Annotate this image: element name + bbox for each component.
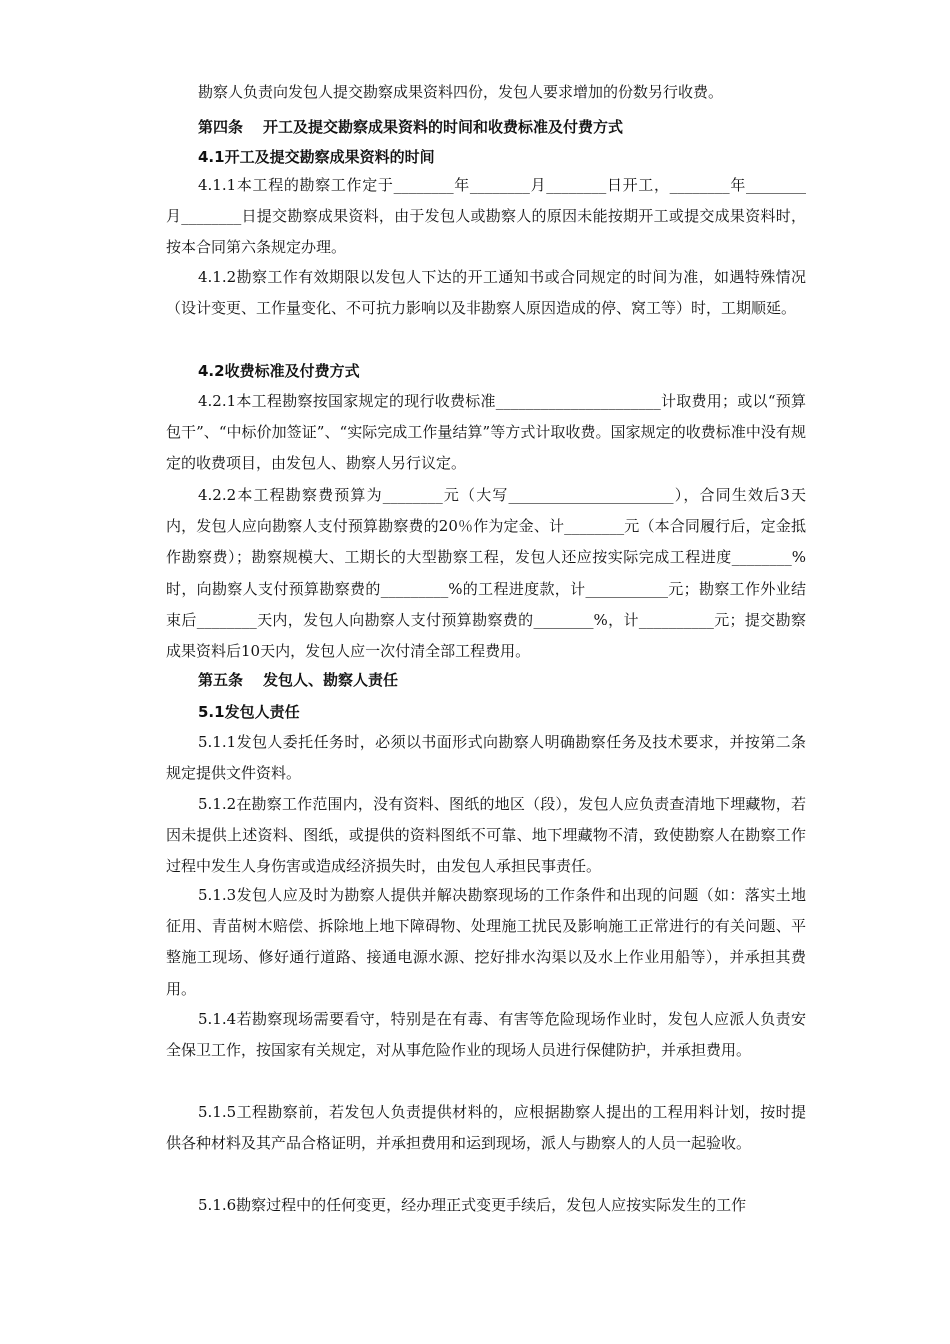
section-5-1-heading: 5.1发包人责任: [198, 703, 300, 721]
article-5-title: 发包人、勘察人责任: [263, 671, 399, 689]
clause-4-1-2: 4.1.2勘察工作有效期限以发包人下达的开工通知书或合同规定的时间为准，如遇特殊情况（设计变更、工作量变化、不可抗力影响以及非勘察人原因造成的停、窝工等）时，工期顺延。: [166, 268, 806, 318]
section-4-1-heading: 4.1开工及提交勘察成果资料的时间: [198, 148, 435, 166]
clause-4-2-2: 4.2.2本工程勘察费预算为________元（大写______________________），合同生效后3天内，发包人应向勘察人支付预算勘察费的20％作为定金、计________元（本合同履行后，定金抵作勘察费）；勘察规模大、工期长的大型勘察工程，发包人还应按实际完成工程进度________%时，向勘察人支付预算勘察费的_________%的工程进度款，计___________元；勘察工作外业结束后________天内，发包人向勘察人支付预算勘察费的________%，计__________元；提交勘察成果资料后10天内，发包人应一次付清全部工程费用。: [166, 486, 806, 661]
clause-5-1-6: 5.1.6勘察过程中的任何变更，经办理正式变更手续后，发包人应按实际发生的工作: [198, 1196, 747, 1214]
clause-5-1-1: 5.1.1发包人委托任务时，必须以书面形式向勘察人明确勘察任务及技术要求，并按第二条规定提供文件资料。: [166, 733, 806, 783]
clause-5-1-2: 5.1.2在勘察工作范围内，没有资料、图纸的地区（段），发包人应负责查清地下埋藏物，若因未提供上述资料、图纸，或提供的资料图纸不可靠、地下埋藏物不清，致使勘察人在勘察工作过程中发生人身伤害或造成经济损失时，由发包人承担民事责任。: [166, 795, 806, 876]
article-5-heading: [198, 668, 398, 692]
article-4-title: 开工及提交勘察成果资料的时间和收费标准及付费方式: [263, 118, 624, 136]
clause-4-1-1: 4.1.1本工程的勘察工作定于________年________月________日开工，________年________月________日提交勘察成果资料，由于发包人或勘察人的原因未能按期开工或提交成果资料时，按本合同第六条规定办理。: [166, 176, 806, 257]
article-4-number: 第四条: [198, 118, 244, 136]
clause-5-1-4: 5.1.4若勘察现场需要看守，特别是在有毒、有害等危险现场作业时，发包人应派人负责安全保卫工作，按国家有关规定，对从事危险作业的现场人员进行保健防护，并承担费用。: [166, 1010, 806, 1060]
intro-paragraph: 勘察人负责向发包人提交勘察成果资料四份，发包人要求增加的份数另行收费。: [198, 83, 724, 101]
article-4-heading: [198, 115, 623, 139]
clause-5-1-3: 5.1.3发包人应及时为勘察人提供并解决勘察现场的工作条件和出现的问题（如：落实土地征用、青苗树木赔偿、拆除地上地下障碍物、处理施工扰民及影响施工正常进行的有关问题、平整施工现场、修好通行道路、接通电源水源、挖好排水沟渠以及水上作业用船等），并承担其费用。: [166, 886, 806, 998]
clause-5-1-5: 5.1.5工程勘察前，若发包人负责提供材料的，应根据勘察人提出的工程用料计划，按时提供各种材料及其产品合格证明，并承担费用和运到现场，派人与勘察人的人员一起验收。: [166, 1103, 806, 1153]
section-4-2-heading: 4.2收费标准及付费方式: [198, 362, 360, 380]
clause-4-2-1: 4.2.1本工程勘察按国家规定的现行收费标准______________________计取费用；或以“预算包干”、“中标价加签证”、“实际完成工作量结算”等方式计取收费。国家规定的收费标准中没有规定的收费项目，由发包人、勘察人另行议定。: [166, 392, 806, 473]
article-5-number: 第五条: [198, 671, 244, 689]
